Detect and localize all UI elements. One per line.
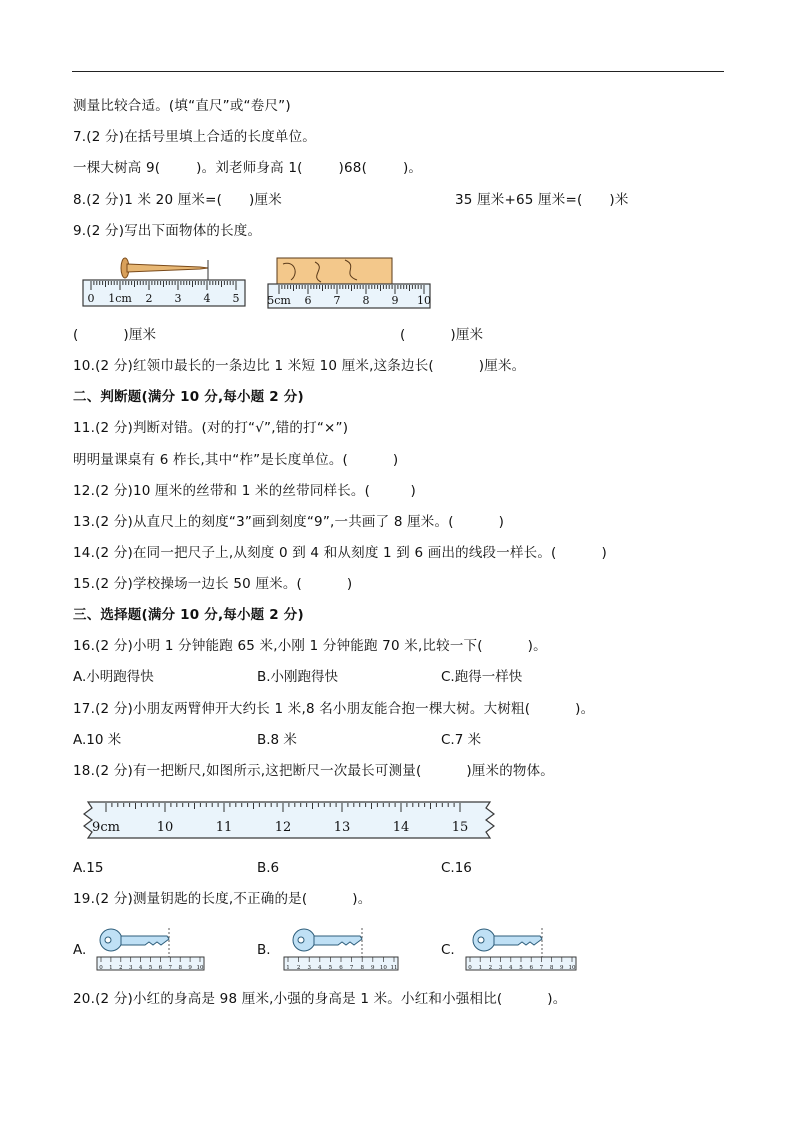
small-ruler-tick-label: 9 <box>560 965 564 971</box>
q14: 14.(2 分)在同一把尺子上,从刻度 0 到 4 和从刻度 1 到 6 画出的线段一样长。( ) <box>73 545 607 561</box>
q12: 12.(2 分)10 厘米的丝带和 1 米的丝带同样长。( ) <box>73 483 416 499</box>
q16: 16.(2 分)小明 1 分钟能跑 65 米,小刚 1 分钟能跑 70 米,比较一下( )。 <box>73 638 547 654</box>
key-icon <box>473 929 542 951</box>
small-ruler-tick-label: 9 <box>188 965 192 971</box>
q15: 15.(2 分)学校操场一边长 50 厘米。( ) <box>73 576 353 592</box>
small-ruler-tick-label: 8 <box>360 965 364 971</box>
q19-label-a: A. <box>73 942 87 958</box>
small-ruler-tick-label: 2 <box>119 965 123 971</box>
q9-answer-1: ( )厘米 <box>73 327 157 343</box>
small-ruler-tick-label: 7 <box>539 965 544 971</box>
small-ruler-tick-label: 3 <box>498 965 503 971</box>
wood-block-image <box>277 258 392 284</box>
ruler1-tick-label: 2 <box>145 292 153 305</box>
ruler1-tick-label: 4 <box>203 292 211 305</box>
small-ruler-tick-label: 0 <box>99 965 103 971</box>
key-icon <box>293 929 362 951</box>
nail-image <box>121 258 208 280</box>
key-on-ruler-svg <box>464 924 582 972</box>
q8-left: 8.(2 分)1 米 20 厘米=( )厘米 <box>73 192 282 208</box>
small-ruler-tick-label: 6 <box>529 965 533 971</box>
small-ruler-tick-label: 5 <box>328 965 333 971</box>
small-ruler-tick-label: 4 <box>509 965 513 971</box>
key-on-ruler-svg <box>282 924 404 972</box>
q19-key-figure-b <box>282 924 404 972</box>
q16-option-a: A.小明跑得快 <box>73 669 154 685</box>
ruler1-tick-label: 3 <box>174 292 182 305</box>
q18-option-b: B.6 <box>257 860 280 876</box>
small-ruler-tick-label: 0 <box>468 965 472 971</box>
small-ruler-tick-label: 8 <box>178 965 182 971</box>
small-ruler-tick-label: 5 <box>519 965 523 971</box>
q11-title: 11.(2 分)判断对错。(对的打“√”,错的打“×”) <box>73 420 349 436</box>
section-3-heading: 三、选择题(满分 10 分,每小题 2 分) <box>73 607 304 623</box>
small-ruler-tick-label: 6 <box>158 965 163 971</box>
ruler3-tick-label: 11 <box>215 820 233 835</box>
ruler3-tick-label: 12 <box>274 820 292 835</box>
q7-title: 7.(2 分)在括号里填上合适的长度单位。 <box>73 129 316 145</box>
ruler3-tick-label: 14 <box>392 820 410 835</box>
small-ruler-tick-label: 2 <box>296 965 301 971</box>
small-ruler-tick-label: 10 <box>196 965 204 971</box>
header-rule <box>72 71 724 72</box>
small-ruler-tick-label: 10 <box>379 965 387 971</box>
q8-right: 35 厘米+65 厘米=( )米 <box>455 192 629 208</box>
q19-key-figure-a <box>95 924 210 972</box>
q7-blanks: 一棵大树高 9( )。刘老师身高 1( )68( )。 <box>73 160 423 176</box>
small-ruler-tick-label: 1 <box>286 965 290 971</box>
q10: 10.(2 分)红领巾最长的一条边比 1 米短 10 厘米,这条边长( )厘米。 <box>73 358 526 374</box>
q13: 13.(2 分)从直尺上的刻度“3”画到刻度“9”,一共画了 8 厘米。( ) <box>73 514 505 530</box>
small-ruler-tick-label: 7 <box>349 965 354 971</box>
small-ruler-tick-label: 8 <box>549 965 554 971</box>
ruler1-tick-label: 0 <box>87 292 95 305</box>
q20: 20.(2 分)小红的身高是 98 厘米,小强的身高是 1 米。小红和小强相比( )。 <box>73 991 567 1007</box>
small-ruler-tick-label: 3 <box>128 965 133 971</box>
ruler2-tick-label: 7 <box>333 294 341 307</box>
q17: 17.(2 分)小朋友两臂伸开大约长 1 米,8 名小朋友能合抱一棵大树。大树粗( )。 <box>73 701 595 717</box>
ruler1-tick-label: 1cm <box>108 292 132 305</box>
small-ruler-tick-label: 5 <box>148 965 153 971</box>
ruler2-tick-label: 8 <box>362 294 370 307</box>
ruler1-tick-label: 5 <box>232 292 240 305</box>
q18-broken-ruler-figure <box>78 796 503 844</box>
q9-nail-ruler-figure <box>80 254 250 312</box>
q17-option-a: A.10 米 <box>73 732 122 748</box>
small-ruler-tick-label: 7 <box>168 965 173 971</box>
q6-continuation: 测量比较合适。(填“直尺”或“卷尺”) <box>73 98 291 114</box>
small-ruler-tick-label: 2 <box>488 965 493 971</box>
small-ruler-tick-label: 1 <box>109 965 113 971</box>
ruler3-tick-label: 10 <box>156 820 174 835</box>
q18-option-a: A.15 <box>73 860 104 876</box>
section-2-heading: 二、判断题(满分 10 分,每小题 2 分) <box>73 389 304 405</box>
q19-key-figure-c <box>464 924 582 972</box>
small-ruler-tick-label: 3 <box>307 965 311 971</box>
q16-option-c: C.跑得一样快 <box>441 669 523 685</box>
q19-label-c: C. <box>441 942 455 958</box>
q9-block-ruler-figure <box>265 254 435 312</box>
small-ruler-tick-label: 9 <box>371 965 375 971</box>
key-icon <box>100 929 169 951</box>
small-ruler-tick-label: 6 <box>339 965 343 971</box>
q11-statement: 明明量课桌有 6 柞长,其中“柞”是长度单位。( ) <box>73 452 399 468</box>
small-ruler-tick-label: 11 <box>390 965 398 971</box>
ruler3-tick-label: 9cm <box>92 820 120 835</box>
ruler2-tick-label: 9 <box>391 294 399 307</box>
q18-option-c: C.16 <box>441 860 472 876</box>
ruler3-tick-label: 13 <box>333 820 351 835</box>
key-on-ruler-svg <box>95 924 210 972</box>
q17-option-c: C.7 米 <box>441 732 482 748</box>
q19-label-b: B. <box>257 942 271 958</box>
q18: 18.(2 分)有一把断尺,如图所示,这把断尺一次最长可测量( )厘米的物体。 <box>73 763 555 779</box>
ruler2-tick-label: 6 <box>304 294 312 307</box>
small-ruler-tick-label: 10 <box>568 965 576 971</box>
small-ruler-tick-label: 4 <box>318 965 322 971</box>
q19: 19.(2 分)测量钥匙的长度,不正确的是( )。 <box>73 891 372 907</box>
q9-answer-2: ( )厘米 <box>400 327 484 343</box>
q17-option-b: B.8 米 <box>257 732 297 748</box>
small-ruler-tick-label: 4 <box>138 965 143 971</box>
ruler2-tick-label: 10 <box>417 294 431 307</box>
small-ruler-tick-label: 1 <box>478 965 482 971</box>
ruler2-tick-label: 5cm <box>267 294 291 307</box>
q9-title: 9.(2 分)写出下面物体的长度。 <box>73 223 262 239</box>
ruler3-tick-label: 15 <box>451 820 469 835</box>
q16-option-b: B.小刚跑得快 <box>257 669 339 685</box>
